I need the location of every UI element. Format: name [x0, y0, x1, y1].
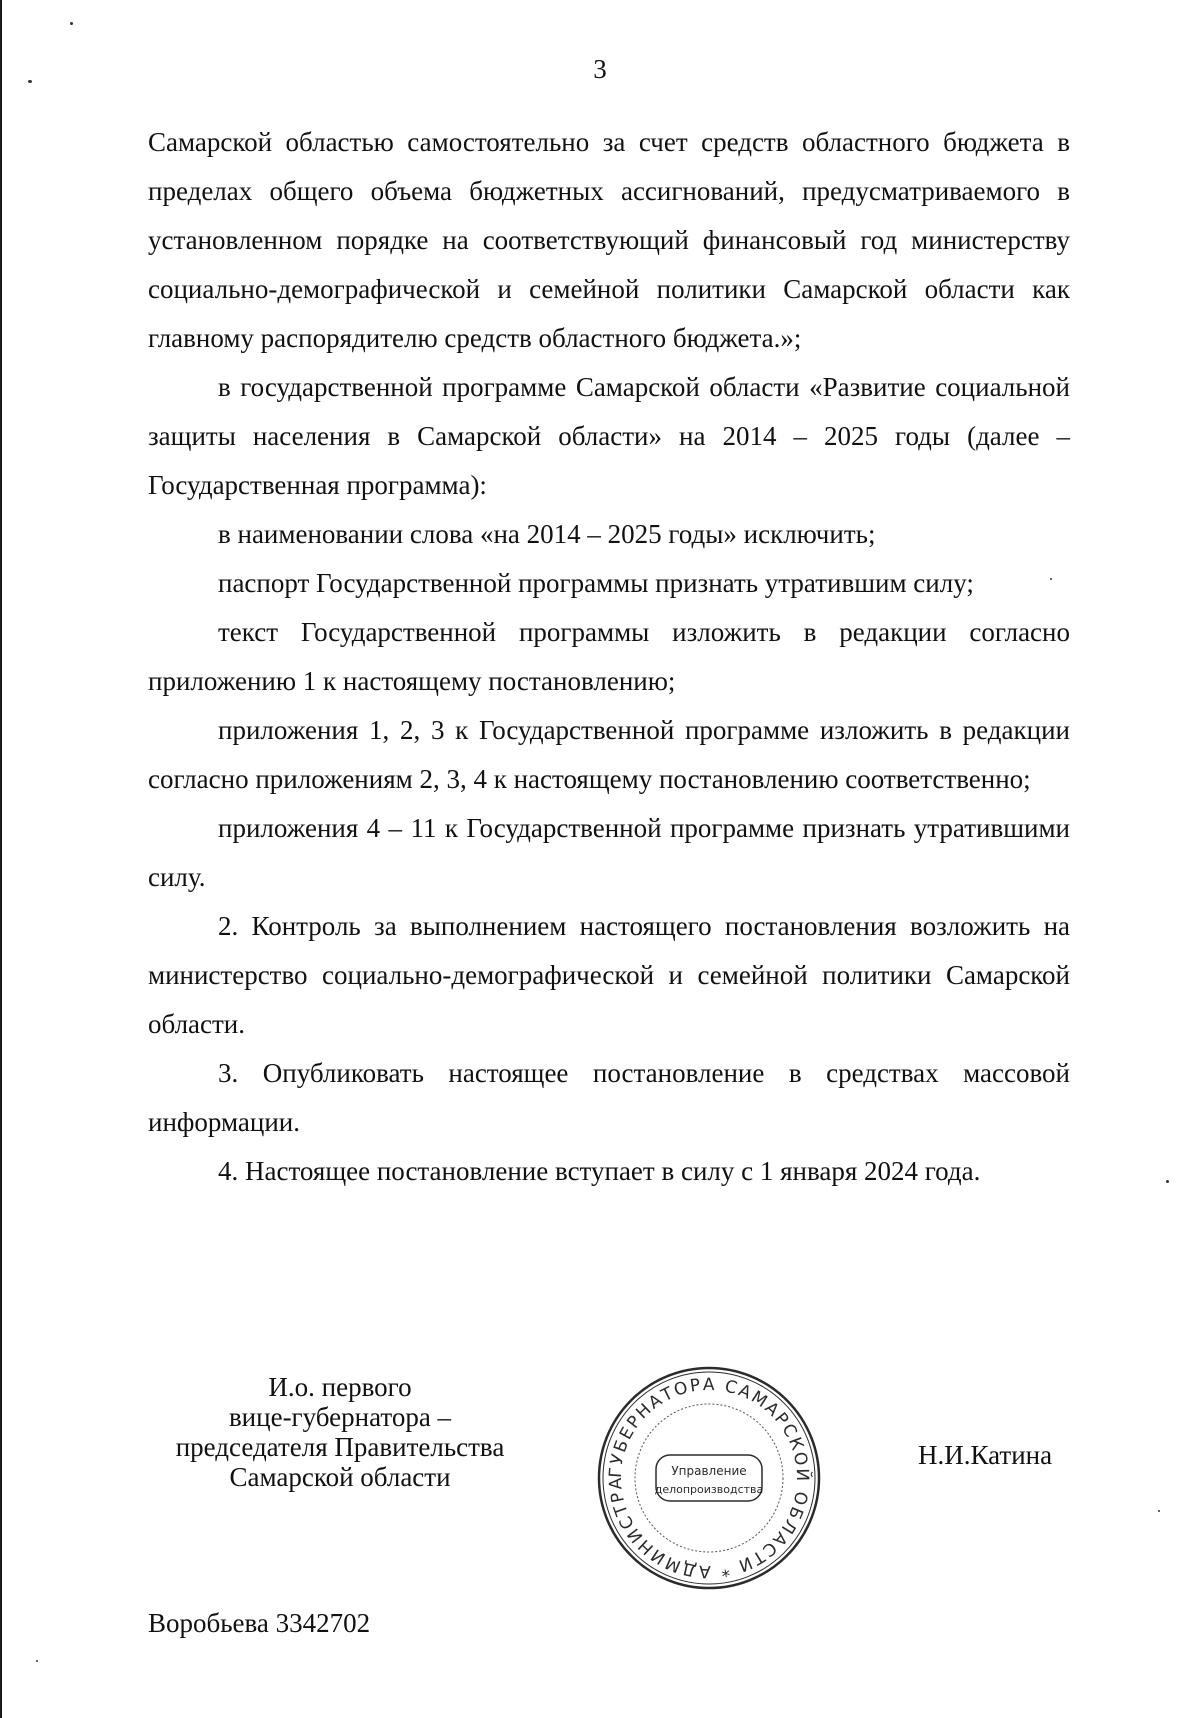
page-number: 3 [593, 54, 607, 84]
official-seal-stamp [594, 1363, 824, 1593]
seal-inner-line-2: делопроизводства [654, 1483, 764, 1496]
paragraph-10: 4. Настоящее постановление вступает в силу с 1 января 2024 года. [218, 1156, 981, 1186]
document-body [148, 118, 1070, 1196]
scan-speck [70, 22, 73, 25]
paragraph-6: приложения 1, 2, 3 к Государственной программе изложить в редакции согласно приложениям 2, 3, 4 к настоящему постановлению соответственно; [148, 715, 1070, 794]
paragraph-2: в государственной программе Самарской области «Развитие социальной защиты населения в Самарской области» на 2014 – 2025 годы (далее – Государственная программа): [148, 372, 1070, 500]
signatory-title [140, 1372, 540, 1492]
scan-speck [1166, 1180, 1169, 1183]
signatory-name: Н.И.Катина [918, 1440, 1053, 1470]
scan-speck [1158, 1510, 1160, 1512]
seal-outer-text: ГУБЕРНАТОРА САМАРСКОЙ ОБЛАСТИ * АДМИНИСТРА [605, 1374, 813, 1582]
scan-edge-line [0, 0, 2, 1718]
paragraph-8: 2. Контроль за выполнением настоящего постановления возложить на министерство социально-демографической и семейной политики Самарской области. [148, 911, 1070, 1039]
scan-speck [36, 1660, 38, 1662]
signatory-title-line: вице-губернатора – [228, 1402, 452, 1432]
paragraph-3: в наименовании слова «на 2014 – 2025 годы» исключить; [218, 519, 876, 549]
paragraph-5: текст Государственной программы изложить в редакции согласно приложению 1 к настоящему постановлению; [148, 617, 1070, 696]
signatory-title-line: Самарской области [229, 1462, 451, 1492]
executor-contact: Воробьева 3342702 [148, 1608, 371, 1638]
paragraph-9: 3. Опубликовать настоящее постановление в средствах массовой информации. [148, 1058, 1070, 1137]
signatory-title-line: И.о. первого [268, 1372, 412, 1402]
scan-speck [28, 80, 32, 83]
paragraph-7: приложения 4 – 11 к Государственной программе признать утратившими силу. [148, 813, 1070, 892]
scan-speck [1050, 578, 1052, 580]
signatory-title-line: председателя Правительства [175, 1432, 505, 1462]
seal-inner-line-1: Управление [671, 1464, 747, 1478]
paragraph-1: Самарской областью самостоятельно за счет средств областного бюджета в пределах общего объема бюджетных ассигнований, предусматриваемого в установленном порядке на соответствующий финансовый год министерству социально-демографической и семейной политики Самарской области как главному распорядителю средств областного бюджета.»; [148, 127, 1070, 353]
seal-graphic [594, 1363, 824, 1593]
paragraph-4: паспорт Государственной программы признать утратившим силу; [218, 568, 974, 598]
